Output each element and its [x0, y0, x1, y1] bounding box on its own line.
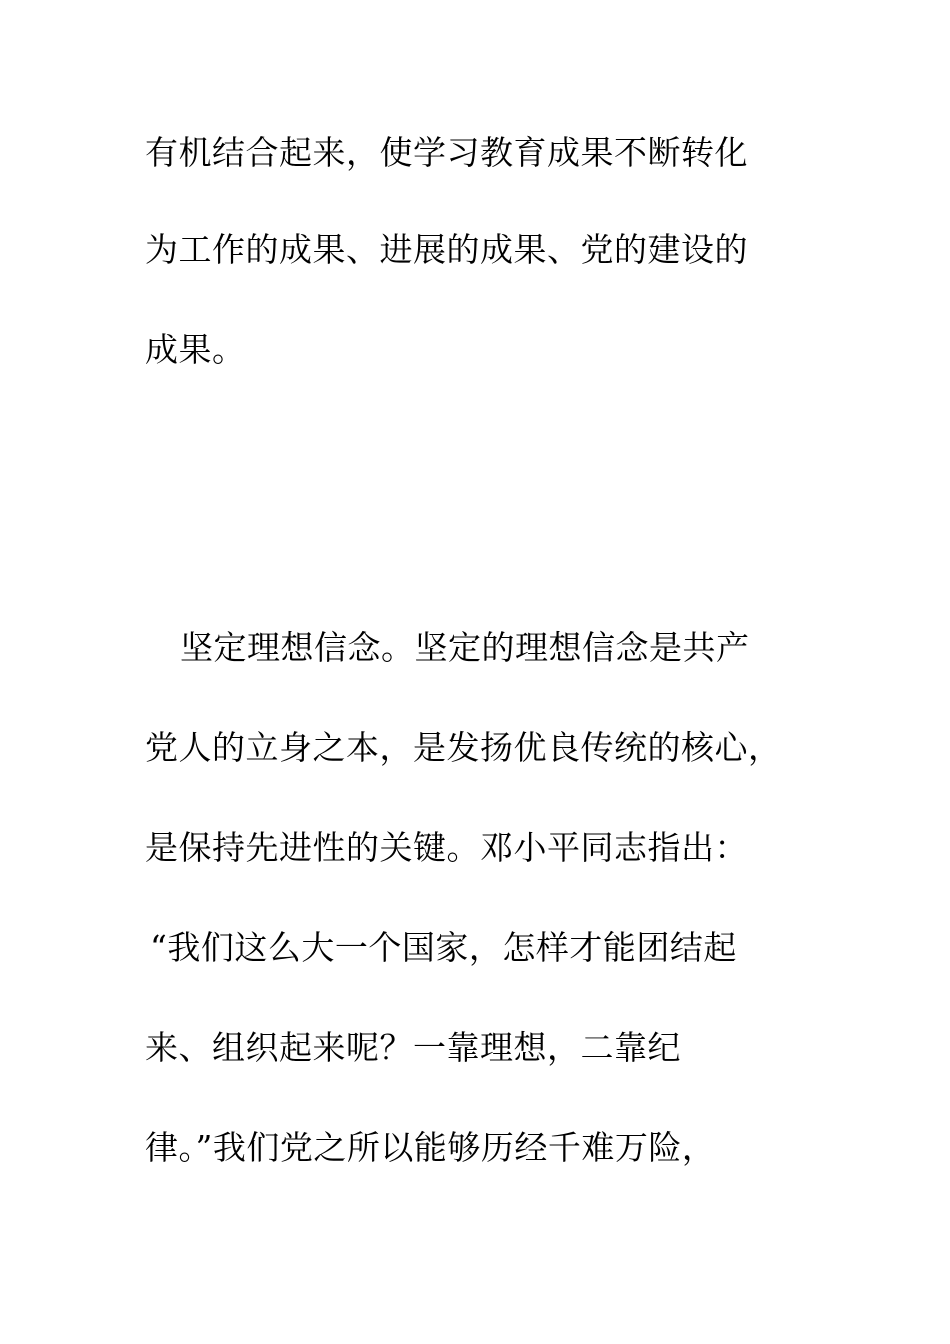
text-line: “我们这么大一个国家，怎样才能团结起	[150, 928, 737, 967]
text-line: 律。”我们党之所以能够历经千难万险，	[145, 1128, 716, 1167]
text-line: 是保持先进性的关键。邓小平同志指出：	[145, 828, 748, 867]
text-line: 成果。	[145, 330, 246, 369]
text-line: 为工作的成果、进展的成果、党的建设的	[145, 230, 748, 269]
text-line: 坚定理想信念。坚定的理想信念是共产	[180, 628, 750, 667]
text-line: 有机结合起来，使学习教育成果不断转化	[145, 133, 748, 172]
text-line: 党人的立身之本，是发扬优良传统的核心，	[145, 728, 782, 767]
text-line: 来、组织起来呢？一靠理想，二靠纪	[145, 1028, 681, 1067]
